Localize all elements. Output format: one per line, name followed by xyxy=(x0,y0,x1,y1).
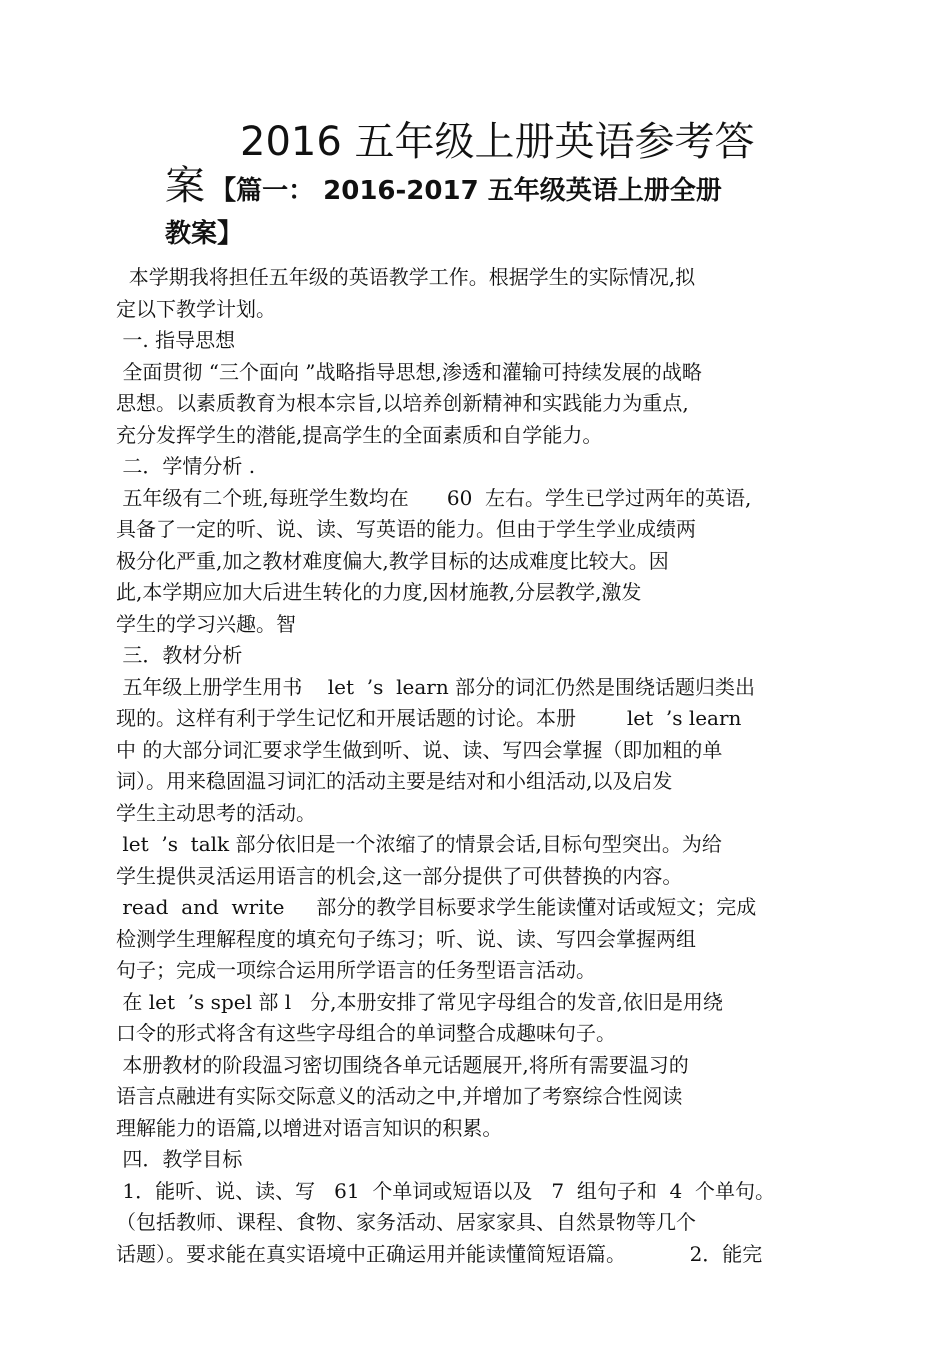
body-line: 理解能力的语篇,以增进对语言知识的积累。 xyxy=(116,1115,503,1140)
body-line: read and write 部分的教学目标要求学生能读懂对话或短文；完成 xyxy=(116,895,757,919)
body-line: let ’s talk 部分依旧是一个浓缩了的情景会话,目标句型突出。为给 xyxy=(116,832,722,856)
body-line: 中 的大部分词汇要求学生做到听、说、读、写四会掌握（即加粗的单 xyxy=(116,737,723,762)
title-line-2-sub: 【篇一： 2016-2017 五年级英语上册全册 xyxy=(210,176,722,206)
body-line: 词）。用来稳固温习词汇的活动主要是结对和小组活动,以及启发 xyxy=(116,769,673,793)
body-line: 本册教材的阶段温习密切围绕各单元话题展开,将所有需要温习的 xyxy=(116,1052,689,1077)
title-line-3: 教案】 xyxy=(165,219,244,249)
body-line: 此,本学期应加大后进生转化的力度,因材施教,分层教学,激发 xyxy=(116,580,642,604)
title-line-2-big: 案 xyxy=(165,163,205,209)
document-title xyxy=(165,118,785,254)
body-line: 在 let ’s spel 部 l 分,本册安排了常见字母组合的发音,依旧是用绕 xyxy=(116,989,723,1014)
body-line: 五年级有二个班,每班学生数均在 60 左右。学生已学过两年的英语, xyxy=(116,485,752,510)
body-line: 全面贯彻 “三个面向 ”战略指导思想,渗透和灌输可持续发展的战略 xyxy=(116,359,702,384)
section-heading: 四．教学目标 xyxy=(116,1147,243,1171)
body-line: 学生提供灵活运用语言的机会,这一部分提供了可供替换的内容。 xyxy=(116,863,683,888)
body-line: 句子；完成一项综合运用所学语言的任务型语言活动。 xyxy=(116,958,596,982)
body-line: 本学期我将担任五年级的英语教学工作。根据学生的实际情况,拟 xyxy=(116,265,696,289)
body-line: 1．能听、说、读、写 61 个单词或短语以及 7 组句子和 4 个单句。 xyxy=(116,1178,775,1203)
document-body xyxy=(116,262,836,1270)
body-line: 具备了一定的听、说、读、写英语的能力。但由于学生学业成绩两 xyxy=(116,517,696,541)
body-line: 定以下教学计划。 xyxy=(116,296,276,321)
title-line-1: 2016 五年级上册英语参考答 xyxy=(240,119,755,165)
body-line: 五年级上册学生用书 let ’s learn 部分的词汇仍然是围绕话题归类出 xyxy=(116,674,756,699)
body-line: 极分化严重,加之教材难度偏大,教学目标的达成难度比较大。因 xyxy=(116,548,669,573)
title-line-2 xyxy=(165,163,785,214)
body-line: 检测学生理解程度的填充句子练习；听、说、读、写四会掌握两组 xyxy=(116,926,696,951)
body-line: 学生的学习兴趣。智 xyxy=(116,611,296,636)
body-line: 充分发挥学生的潜能,提高学生的全面素质和自学能力。 xyxy=(116,422,603,447)
body-line: 语言点融进有实际交际意义的活动之中,并增加了考察综合性阅读 xyxy=(116,1084,683,1108)
body-line: 话题）。要求能在真实语境中正确运用并能读懂简短语篇。 2．能完 xyxy=(116,1241,763,1266)
body-line: 口令的形式将含有这些字母组合的单词整合成趣味句子。 xyxy=(116,1021,616,1045)
body-line: 学生主动思考的活动。 xyxy=(116,800,316,825)
section-heading: 二．学情分析 . xyxy=(116,454,256,478)
section-heading: 三．教材分析 xyxy=(116,643,243,667)
body-line: 思想。以素质教育为根本宗旨,以培养创新精神和实践能力为重点, xyxy=(116,391,689,415)
body-line: 现的。这样有利于学生记忆和开展话题的讨论。本册 let ’s learn xyxy=(116,706,742,730)
section-heading: 一. 指导思想 xyxy=(116,328,236,352)
body-line: （包括教师、课程、食物、家务活动、居家家具、自然景物等几个 xyxy=(116,1210,696,1234)
